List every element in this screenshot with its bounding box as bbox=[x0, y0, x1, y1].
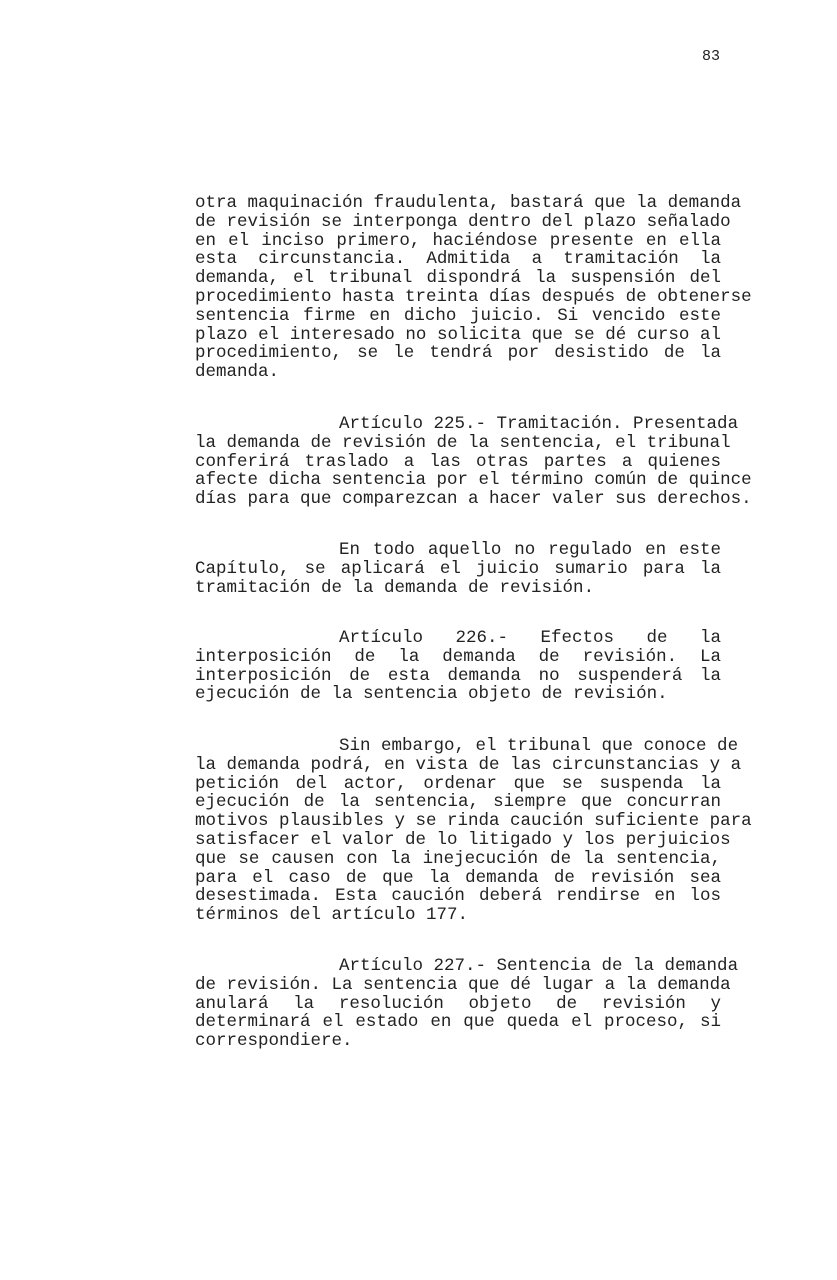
text-line: en el inciso primero, haciéndose presente en ella bbox=[195, 230, 721, 251]
text-line: sentencia firme en dicho juicio. Si vencido este bbox=[195, 305, 721, 326]
paragraph-article-226 bbox=[195, 629, 721, 704]
page-number: 83 bbox=[701, 48, 720, 65]
paragraph-article-225-supplement bbox=[195, 541, 721, 597]
text-line: satisfacer el valor de lo litigado y los perjuicios bbox=[195, 829, 731, 850]
text-line: afecte dicha sentencia por el término común de quince bbox=[195, 470, 752, 491]
text-line: ejecución de la sentencia, siempre que concurran bbox=[195, 792, 721, 813]
text-line: esta circunstancia. Admitida a tramitación la bbox=[195, 249, 721, 270]
text-line: conferirá traslado a las otras partes a quienes bbox=[195, 451, 721, 472]
text-line: demanda. bbox=[195, 362, 280, 383]
text-line: interposición de esta demanda no suspenderá la bbox=[195, 665, 721, 686]
text-line: determinará el estado en que queda el proceso, si bbox=[195, 1012, 721, 1033]
text-line: procedimiento, se le tendrá por desistido de la bbox=[195, 343, 721, 364]
text-line: Capítulo, se aplicará el juicio sumario para la bbox=[195, 558, 721, 579]
paragraph-continuation bbox=[195, 193, 752, 383]
paragraph-article-226-suspension bbox=[195, 736, 752, 926]
text-line: de revisión. La sentencia que dé lugar a la demanda bbox=[195, 974, 731, 995]
text-line: Sin embargo, el tribunal que conoce de bbox=[339, 736, 739, 756]
text-line: para el caso de que la demanda de revisión sea bbox=[195, 867, 721, 888]
text-line: desestimada. Esta caución deberá rendirse en los bbox=[195, 886, 721, 907]
text-line: que se causen con la inejecución de la sentencia, bbox=[195, 848, 721, 869]
text-line: ejecución de la sentencia objeto de revisión. bbox=[195, 684, 668, 705]
text-line: anulará la resolución objeto de revisión y bbox=[195, 993, 721, 1014]
text-line: En todo aquello no regulado en este bbox=[339, 540, 721, 560]
text-line: tramitación de la demanda de revisión. bbox=[195, 577, 595, 598]
text-line: la demanda de revisión de la sentencia, el tribunal bbox=[195, 432, 731, 453]
text-line: términos del artículo 177. bbox=[195, 905, 469, 926]
text-line: Artículo 227.- Sentencia de la demanda bbox=[339, 956, 739, 976]
text-line: motivos plausibles y se rinda caución suficiente para bbox=[195, 811, 752, 832]
text-line: interposición de la demanda de revisión. La bbox=[195, 646, 721, 667]
text-line: otra maquinación fraudulenta, bastará que la demanda bbox=[195, 193, 742, 213]
text-line: Artículo 225.- Tramitación. Presentada bbox=[339, 414, 739, 434]
paragraph-article-225 bbox=[195, 414, 752, 510]
text-line: correspondiere. bbox=[195, 1031, 353, 1052]
text-line: procedimiento hasta treinta días después de obtenerse bbox=[195, 286, 752, 307]
text-line: plazo el interesado no solicita que se dé curso al bbox=[195, 324, 721, 345]
text-line: de revisión se interponga dentro del plazo señalado bbox=[195, 211, 731, 232]
paragraph-article-227 bbox=[195, 956, 739, 1052]
text-line: petición del actor, ordenar que se suspenda la bbox=[195, 773, 721, 794]
text-line: la demanda podrá, en vista de las circunstancias y a bbox=[195, 754, 742, 775]
text-line: Artículo 226.- Efectos de la bbox=[339, 628, 721, 648]
text-line: días para que comparezcan a hacer valer sus derechos. bbox=[195, 489, 752, 510]
text-line: demanda, el tribunal dispondrá la suspensión del bbox=[195, 268, 721, 289]
